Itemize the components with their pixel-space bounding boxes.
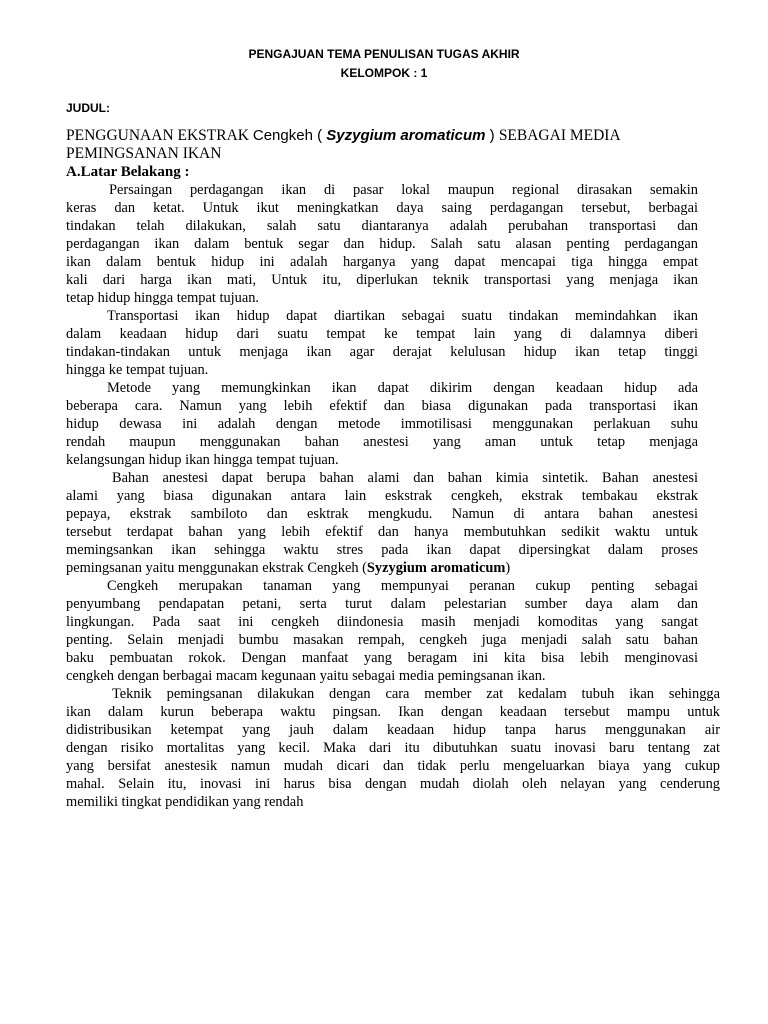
paragraph-1-line: keras dan ketat. Untuk ikut meningkatkan daya saing perdagangan tersebut, berbagai — [66, 200, 698, 216]
paragraph-4-line — [66, 559, 698, 577]
thesis-title-part-4: SEBAGAI MEDIA — [498, 127, 621, 144]
document-title: PENGAJUAN TEMA PENULISAN TUGAS AKHIR — [248, 47, 520, 61]
paragraph-5-line: lingkungan. Pada saat ini cengkeh diindonesia masih menjadi komoditas yang sangat — [66, 614, 698, 630]
paragraph-5-line: cengkeh dengan berbagai macam kegunaan yaitu sebagai media pemingsanan ikan. — [66, 668, 546, 684]
paragraph-6-line: memiliki tingkat pendidikan yang rendah — [66, 794, 304, 810]
thesis-title-part-2: Cengkeh ( — [252, 127, 327, 144]
paragraph-6-line: mahal. Selain itu, inovasi ini harus bisa dengan mudah diolah oleh nelayan yang cenderung — [66, 776, 720, 792]
judul-label: JUDUL: — [66, 101, 110, 115]
paragraph-1-line: ikan dalam bentuk hidup ini adalah harganya yang dapat mencapai tiga hingga empat — [66, 254, 698, 270]
thesis-title-line-1 — [66, 127, 718, 145]
group-label: KELOMPOK : 1 — [340, 66, 428, 80]
thesis-title-line-2: PEMINGSANAN IKAN — [66, 145, 222, 162]
paragraph-3-line: hidup dewasa ini adalah dengan metode immotilisasi menggunakan perlakuan suhu — [66, 416, 698, 432]
paragraph-6-line: Teknik pemingsanan dilakukan dengan cara member zat kedalam tubuh ikan sehingga — [112, 686, 720, 702]
paragraph-4-line: Bahan anestesi dapat berupa bahan alami dan bahan kimia sintetik. Bahan anestesi — [112, 470, 698, 486]
latin-species-name: Syzygium aromaticum — [366, 560, 506, 576]
paragraph-4-line: memingsankan ikan sehingga waktu stres pada ikan dapat dipersingkat dalam proses — [66, 542, 698, 558]
paragraph-4-line: tersebut terdapat bahan yang lebih efektif dan hanya membutuhkan sedikit waktu untuk — [66, 524, 698, 540]
paragraph-3-line: kelangsungan hidup ikan hingga tempat tujuan. — [66, 452, 339, 468]
paragraph-3-line: Metode yang memungkinkan ikan dapat dikirim dengan keadaan hidup ada — [107, 380, 698, 396]
paragraph-1-line: perdagangan ikan dalam bentuk segar dan hidup. Salah satu alasan penting perdagangan — [66, 236, 698, 252]
paragraph-2-line: hingga ke tempat tujuan. — [66, 362, 209, 378]
thesis-title — [66, 127, 718, 163]
paragraph-5-line: baku pembuatan rokok. Dengan manfaat yang beragam ini kita bisa lebih menginovasi — [66, 650, 698, 666]
paragraph-2-line: tindakan-tindakan untuk menjaga ikan agar derajat kelulusan hidup ikan tetap tinggi — [66, 344, 698, 360]
paragraph-6-line: didistribusikan ketempat yang jauh dalam keadaan hidup tanpa harus menggunakan air — [66, 722, 720, 738]
paragraph-5-line: penyumbang pendapatan petani, serta turut dalam pelestarian sumber daya alam dan — [66, 596, 698, 612]
section-heading: A.Latar Belakang : — [66, 164, 190, 180]
thesis-title-part-3: ) — [485, 127, 499, 144]
paragraph-2-line: Transportasi ikan hidup dapat diartikan sebagai suatu tindakan memindahkan ikan — [107, 308, 698, 324]
paragraph-1-line: Persaingan perdagangan ikan di pasar lokal maupun regional dirasakan semakin — [109, 182, 698, 198]
paragraph-4-line: pepaya, ekstrak sambiloto dan esktrak mengkudu. Namun di antara bahan anestesi — [66, 506, 698, 522]
paragraph-6-line: yang bersifat anestesik namun mudah dicari dan tidak perlu mengeluarkan biaya yang cukup — [66, 758, 720, 774]
paragraph-3-line: rendah maupun menggunakan bahan anestesi yang aman untuk tetap menjaga — [66, 434, 698, 450]
paragraph-1-line: kali dari harga ikan mati, Untuk itu, diperlukan teknik transportasi yang menjaga ikan — [66, 272, 698, 288]
paragraph-4-last-suffix: ) — [505, 560, 511, 576]
paragraph-1-line: tindakan telah dilakukan, salah satu diantaranya adalah perubahan transportasi dan — [66, 218, 698, 234]
thesis-title-latin-name: Syzygium aromaticum — [326, 127, 486, 144]
paragraph-4-line: alami yang biasa digunakan antara lain eskstrak cengkeh, ekstrak tembakau ekstrak — [66, 488, 698, 504]
paragraph-2-line: dalam keadaan hidup dari suatu tempat ke tempat lain yang di dalamnya diberi — [66, 326, 698, 342]
paragraph-4-last-prefix: pemingsanan yaitu menggunakan ekstrak Cengkeh ( — [66, 560, 367, 576]
paragraph-5-line: penting. Selain menjadi bumbu masakan rempah, cengkeh juga menjadi salah satu bahan — [66, 632, 698, 648]
thesis-title-part-1: PENGGUNAAN EKSTRAK — [66, 127, 253, 144]
paragraph-6-line: dengan risiko mortalitas yang kecil. Maka dari itu dibutuhkan suatu inovasi baru tentang zat — [66, 740, 720, 756]
paragraph-3-line: beberapa cara. Namun yang lebih efektif dan biasa digunakan pada transportasi ikan — [66, 398, 698, 414]
paragraph-1-line: tetap hidup hingga tempat tujuan. — [66, 290, 260, 306]
paragraph-6-line: ikan dalam kurun beberapa waktu pingsan. Ikan dengan keadaan tersebut mampu untuk — [66, 704, 720, 720]
paragraph-5-line: Cengkeh merupakan tanaman yang mempunyai peranan cukup penting sebagai — [107, 578, 698, 594]
